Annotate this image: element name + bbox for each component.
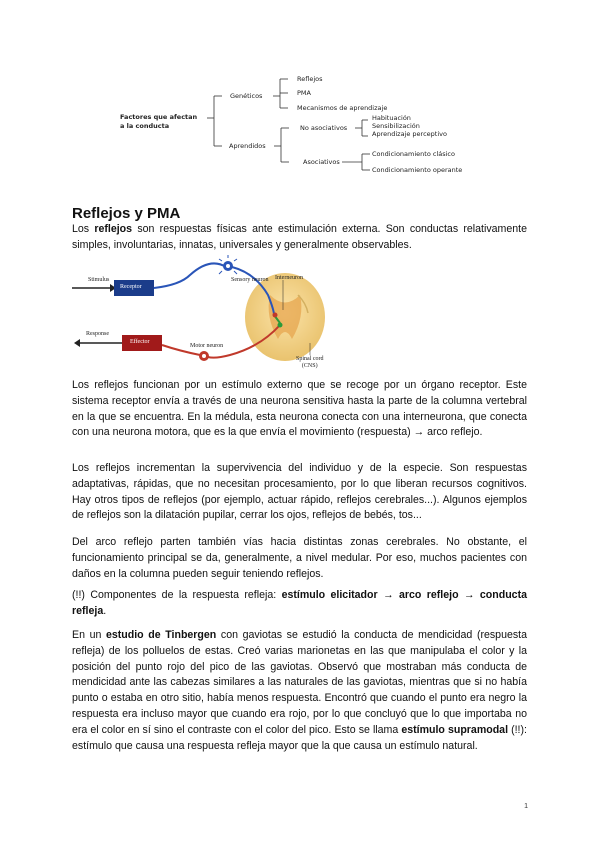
tree-root-line-2: a la conducta (120, 122, 170, 130)
paragraph-tinbergen (72, 628, 527, 754)
label-response: Response (86, 331, 109, 337)
paragraph-brain-pathways: Del arco reflejo parten también vías hacia distintas zonas cerebrales. No obstante, el funcionamiento principal se da, generalmente, a nivel medular. Por eso, muchos pacientes con daños en la columna pueden seguir teniendo reflejos. (72, 536, 527, 580)
tree-mecanismos: Mecanismos de aprendizaje (297, 104, 388, 112)
tree-reflejos: Reflejos (297, 75, 323, 83)
label-interneuron: Interneuron (275, 275, 303, 281)
p5-bold-components: estímulo elicitador → arco reflejo → conducta refleja (72, 589, 527, 617)
paragraph-reflex-mechanism: Los reflejos funcionan por un estímulo externo que se recoge por un órgano receptor. Este sistema receptor envía a través de una neurona sensitiva hasta la parte de la columna vertebral en la que se encuentra. En la médula, esta neurona conecta con una interneurona, que conecta con una neurona motora, que es la que envía el movimiento (respuesta) → arco reflejo. (72, 379, 527, 439)
page-number: 1 (524, 803, 528, 810)
label-stimulus: Stimulus (88, 277, 110, 283)
label-motor-neuron: Motor neuron (190, 343, 224, 349)
reflex-arc-figure (70, 255, 360, 375)
tree-pma: PMA (297, 89, 311, 97)
label-sensory-neuron: Sensory neuron (231, 277, 269, 283)
section-title: Reflejos y PMA (72, 205, 181, 222)
p1-text-a: Los (72, 223, 95, 235)
label-effector: Effector (130, 339, 150, 345)
p6-text-e: (!!): estímulo que causa una respuesta refleja mayor que la que causa un estímulo natural. (72, 723, 527, 752)
p6-bold-supramodal: estímulo supramodal (401, 723, 509, 736)
tree-aprendizaje-perceptivo: Aprendizaje perceptivo (372, 130, 447, 138)
label-receptor: Receptor (120, 284, 142, 290)
tree-no-asociativos-list (372, 114, 447, 138)
paragraph-reflex-survival: Los reflejos incrementan la supervivencia del individuo y de la especie. Son respuestas adaptativas, rápidas, que no necesitan procesamiento, por lo que liberan recursos cognitivos. Hay otros tipos de reflejos (por ejemplo, actuar rápido, reflejos cerebrales...). Algunos ejemplos de reflejos son la dilatación pupilar, cerrar los ojos, reflejos de bebés, tos... (72, 462, 527, 522)
tree-sensibilizacion: Sensibilización (372, 122, 420, 130)
tree-root-line-1: Factores que afectan (120, 113, 198, 121)
tree-habituacion: Habituación (372, 114, 411, 122)
tree-asociativos: Asociativos (303, 158, 340, 166)
p1-text-c: son respuestas físicas ante estimulación externa. Son conductas relativamente simples, involuntarias, innatas, universales y generalmente observables. (72, 223, 527, 251)
p6-text-c: con gaviotas se estudió la conducta de mendicidad (respuesta refleja) de los polluelos de estas. Creó varias marionetas en las que manipulaba el color y la posición del punto rojo del pico de las gaviotas. Observó que mostraban más conducta de mendicidad ante las cabezas similares a las naturales de las gaviotas, mientras que si no había punto o estaba en otro sitio, había menos respuesta. Encontró que cuando el punto era negro la respuesta era incluso mayor que cuando era rojo, por lo que concluyó que lo que importaba no era el color en sí sino el contraste con el color del pico. Esto se llama (72, 629, 527, 736)
p5-text-a: (!!) Componentes de la respuesta refleja: (72, 589, 282, 601)
tree-root (120, 113, 197, 131)
tree-cond-clasico: Condicionamiento clásico (372, 150, 455, 158)
label-spinal-cord-line-1: Spinal cord (296, 356, 324, 362)
p6-bold-tinbergen: estudio de Tinbergen (105, 629, 217, 641)
p5-text-c: . (103, 604, 107, 617)
p6-text-a: En un (72, 629, 106, 641)
tree-cond-operante: Condicionamiento operante (372, 166, 463, 174)
p1-bold-reflejos: reflejos (94, 223, 133, 235)
label-spinal-cord-line-2: (CNS) (301, 363, 318, 369)
label-spinal-cord (296, 356, 324, 370)
tree-geneticos: Genéticos (230, 92, 263, 100)
tree-no-asociativos: No asociativos (300, 124, 348, 132)
paragraph-components (72, 588, 527, 620)
paragraph-reflejos-definition (72, 222, 527, 254)
tree-aprendidos: Aprendidos (229, 142, 266, 150)
